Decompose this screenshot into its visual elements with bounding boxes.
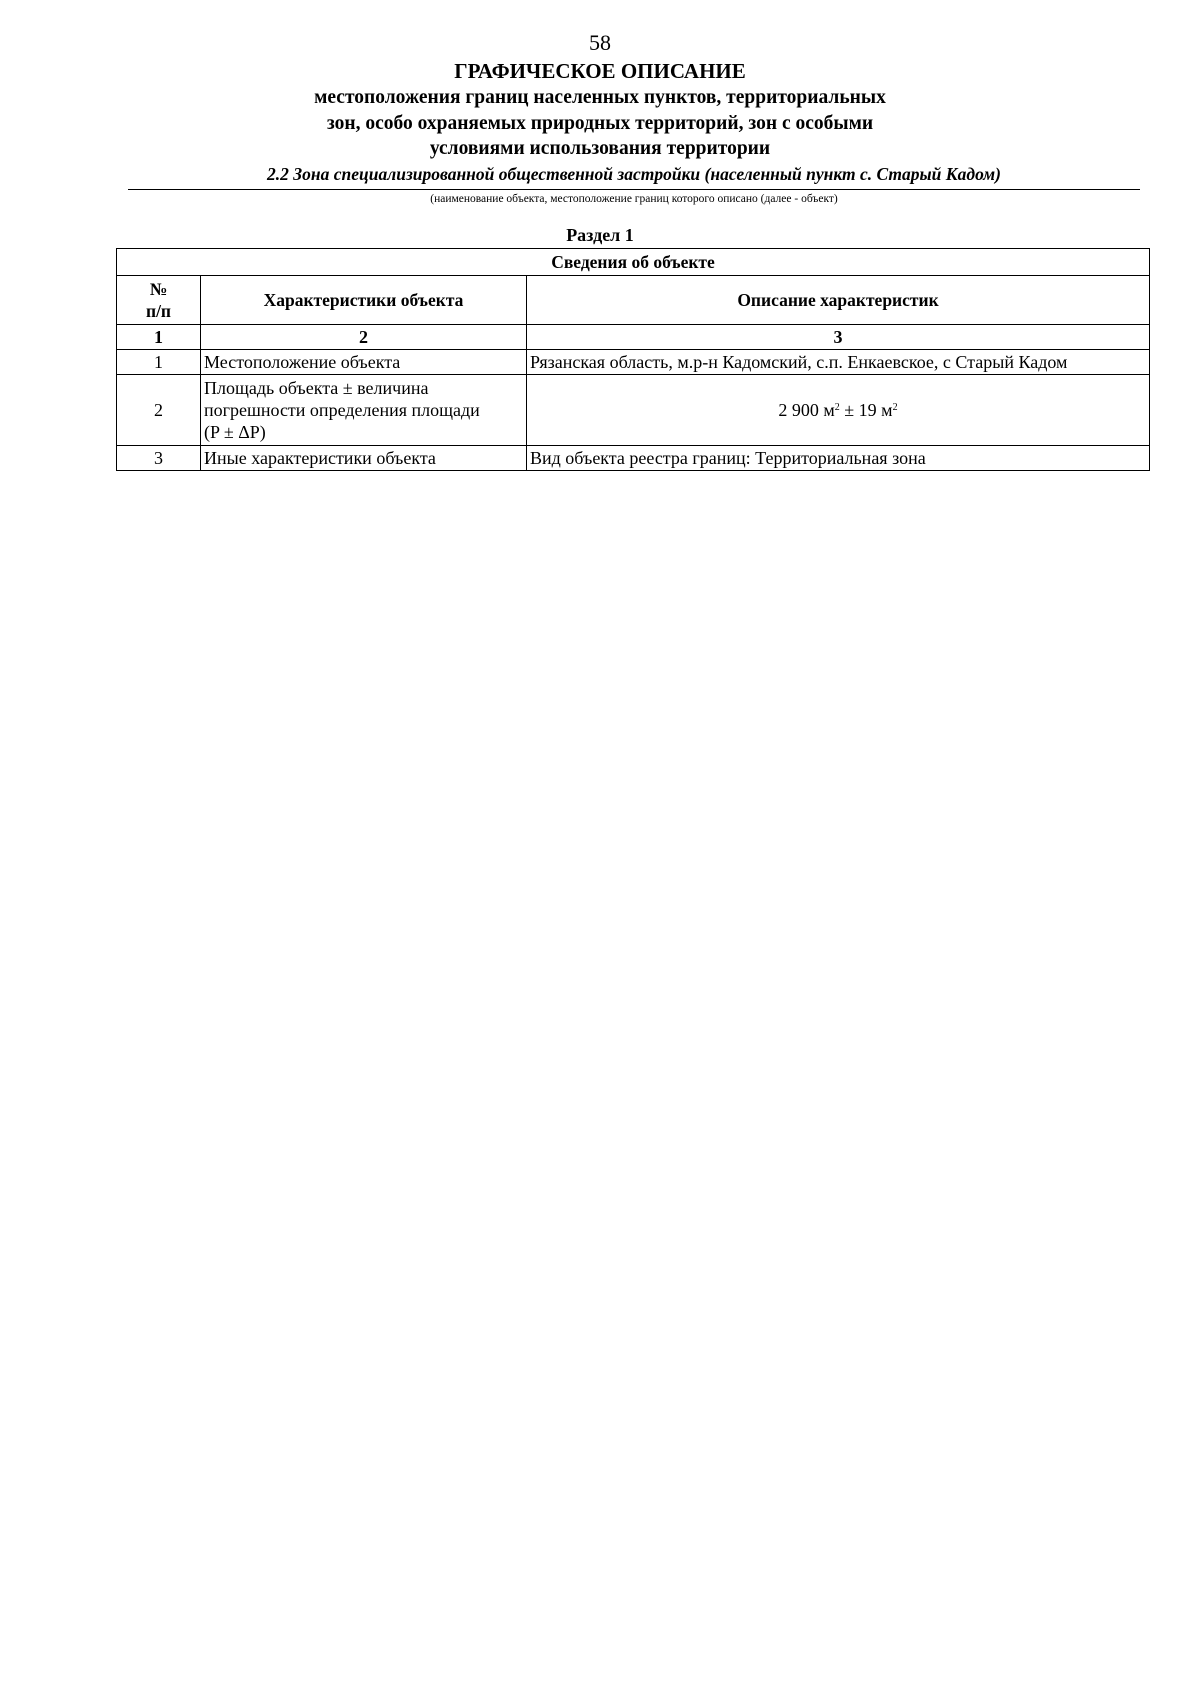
table-caption: Сведения об объекте <box>117 249 1150 276</box>
table-row <box>117 446 1150 471</box>
object-info-table <box>116 248 1150 471</box>
object-name-underline <box>128 189 1140 190</box>
characteristic-line: Площадь объекта ± величина <box>204 378 429 398</box>
table-caption-row <box>117 249 1150 276</box>
section-title: Раздел 1 <box>566 225 634 245</box>
row-value: Вид объекта реестра границ: Территориальная зона <box>527 446 1150 471</box>
table-row <box>117 350 1150 375</box>
row-value: Рязанская область, м.р-н Кадомский, с.п. Енкаевское, с Старый Кадом <box>527 350 1150 375</box>
subtitle-line: местоположения границ населенных пунктов, территориальных <box>314 87 886 108</box>
header-number-line: № <box>149 279 168 299</box>
row-number: 3 <box>117 446 201 471</box>
object-name: 2.2 Зона специализированной общественной застройки (населенный пункт с. Старый Кадом) <box>267 164 1001 184</box>
column-number-row <box>117 325 1150 350</box>
header-number <box>117 276 201 325</box>
header-description: Описание характеристик <box>527 276 1150 325</box>
area-error-unit-exponent: 2 <box>892 402 898 413</box>
characteristic-line: (P ± ΔP) <box>204 422 266 442</box>
area-error-value: ± 19 м <box>839 400 893 420</box>
row-characteristic: Местоположение объекта <box>201 350 527 375</box>
row-number: 2 <box>117 375 201 446</box>
characteristic-line: погрешности определения площади <box>204 400 480 420</box>
row-number: 1 <box>117 350 201 375</box>
row-characteristic <box>201 375 527 446</box>
header-number-line: п/п <box>145 301 172 321</box>
document-title: ГРАФИЧЕСКОЕ ОПИСАНИЕ <box>454 59 746 83</box>
column-number: 3 <box>527 325 1150 350</box>
document-subtitle <box>100 85 1100 162</box>
column-number: 2 <box>201 325 527 350</box>
table-header-row <box>117 276 1150 325</box>
subtitle-line: условиями использования территории <box>429 138 771 159</box>
row-value <box>527 375 1150 446</box>
area-unit-exponent: 2 <box>834 402 840 413</box>
object-name-caption: (наименование объекта, местоположение границ которого описано (далее - объект) <box>430 193 838 205</box>
column-number: 1 <box>117 325 201 350</box>
area-value: 2 900 м <box>778 400 835 420</box>
header-characteristics: Характеристики объекта <box>201 276 527 325</box>
row-characteristic: Иные характеристики объекта <box>201 446 527 471</box>
subtitle-line: зон, особо охраняемых природных территорий, зон с особыми <box>326 112 874 134</box>
page-number: 58 <box>589 30 611 55</box>
table-row <box>117 375 1150 446</box>
